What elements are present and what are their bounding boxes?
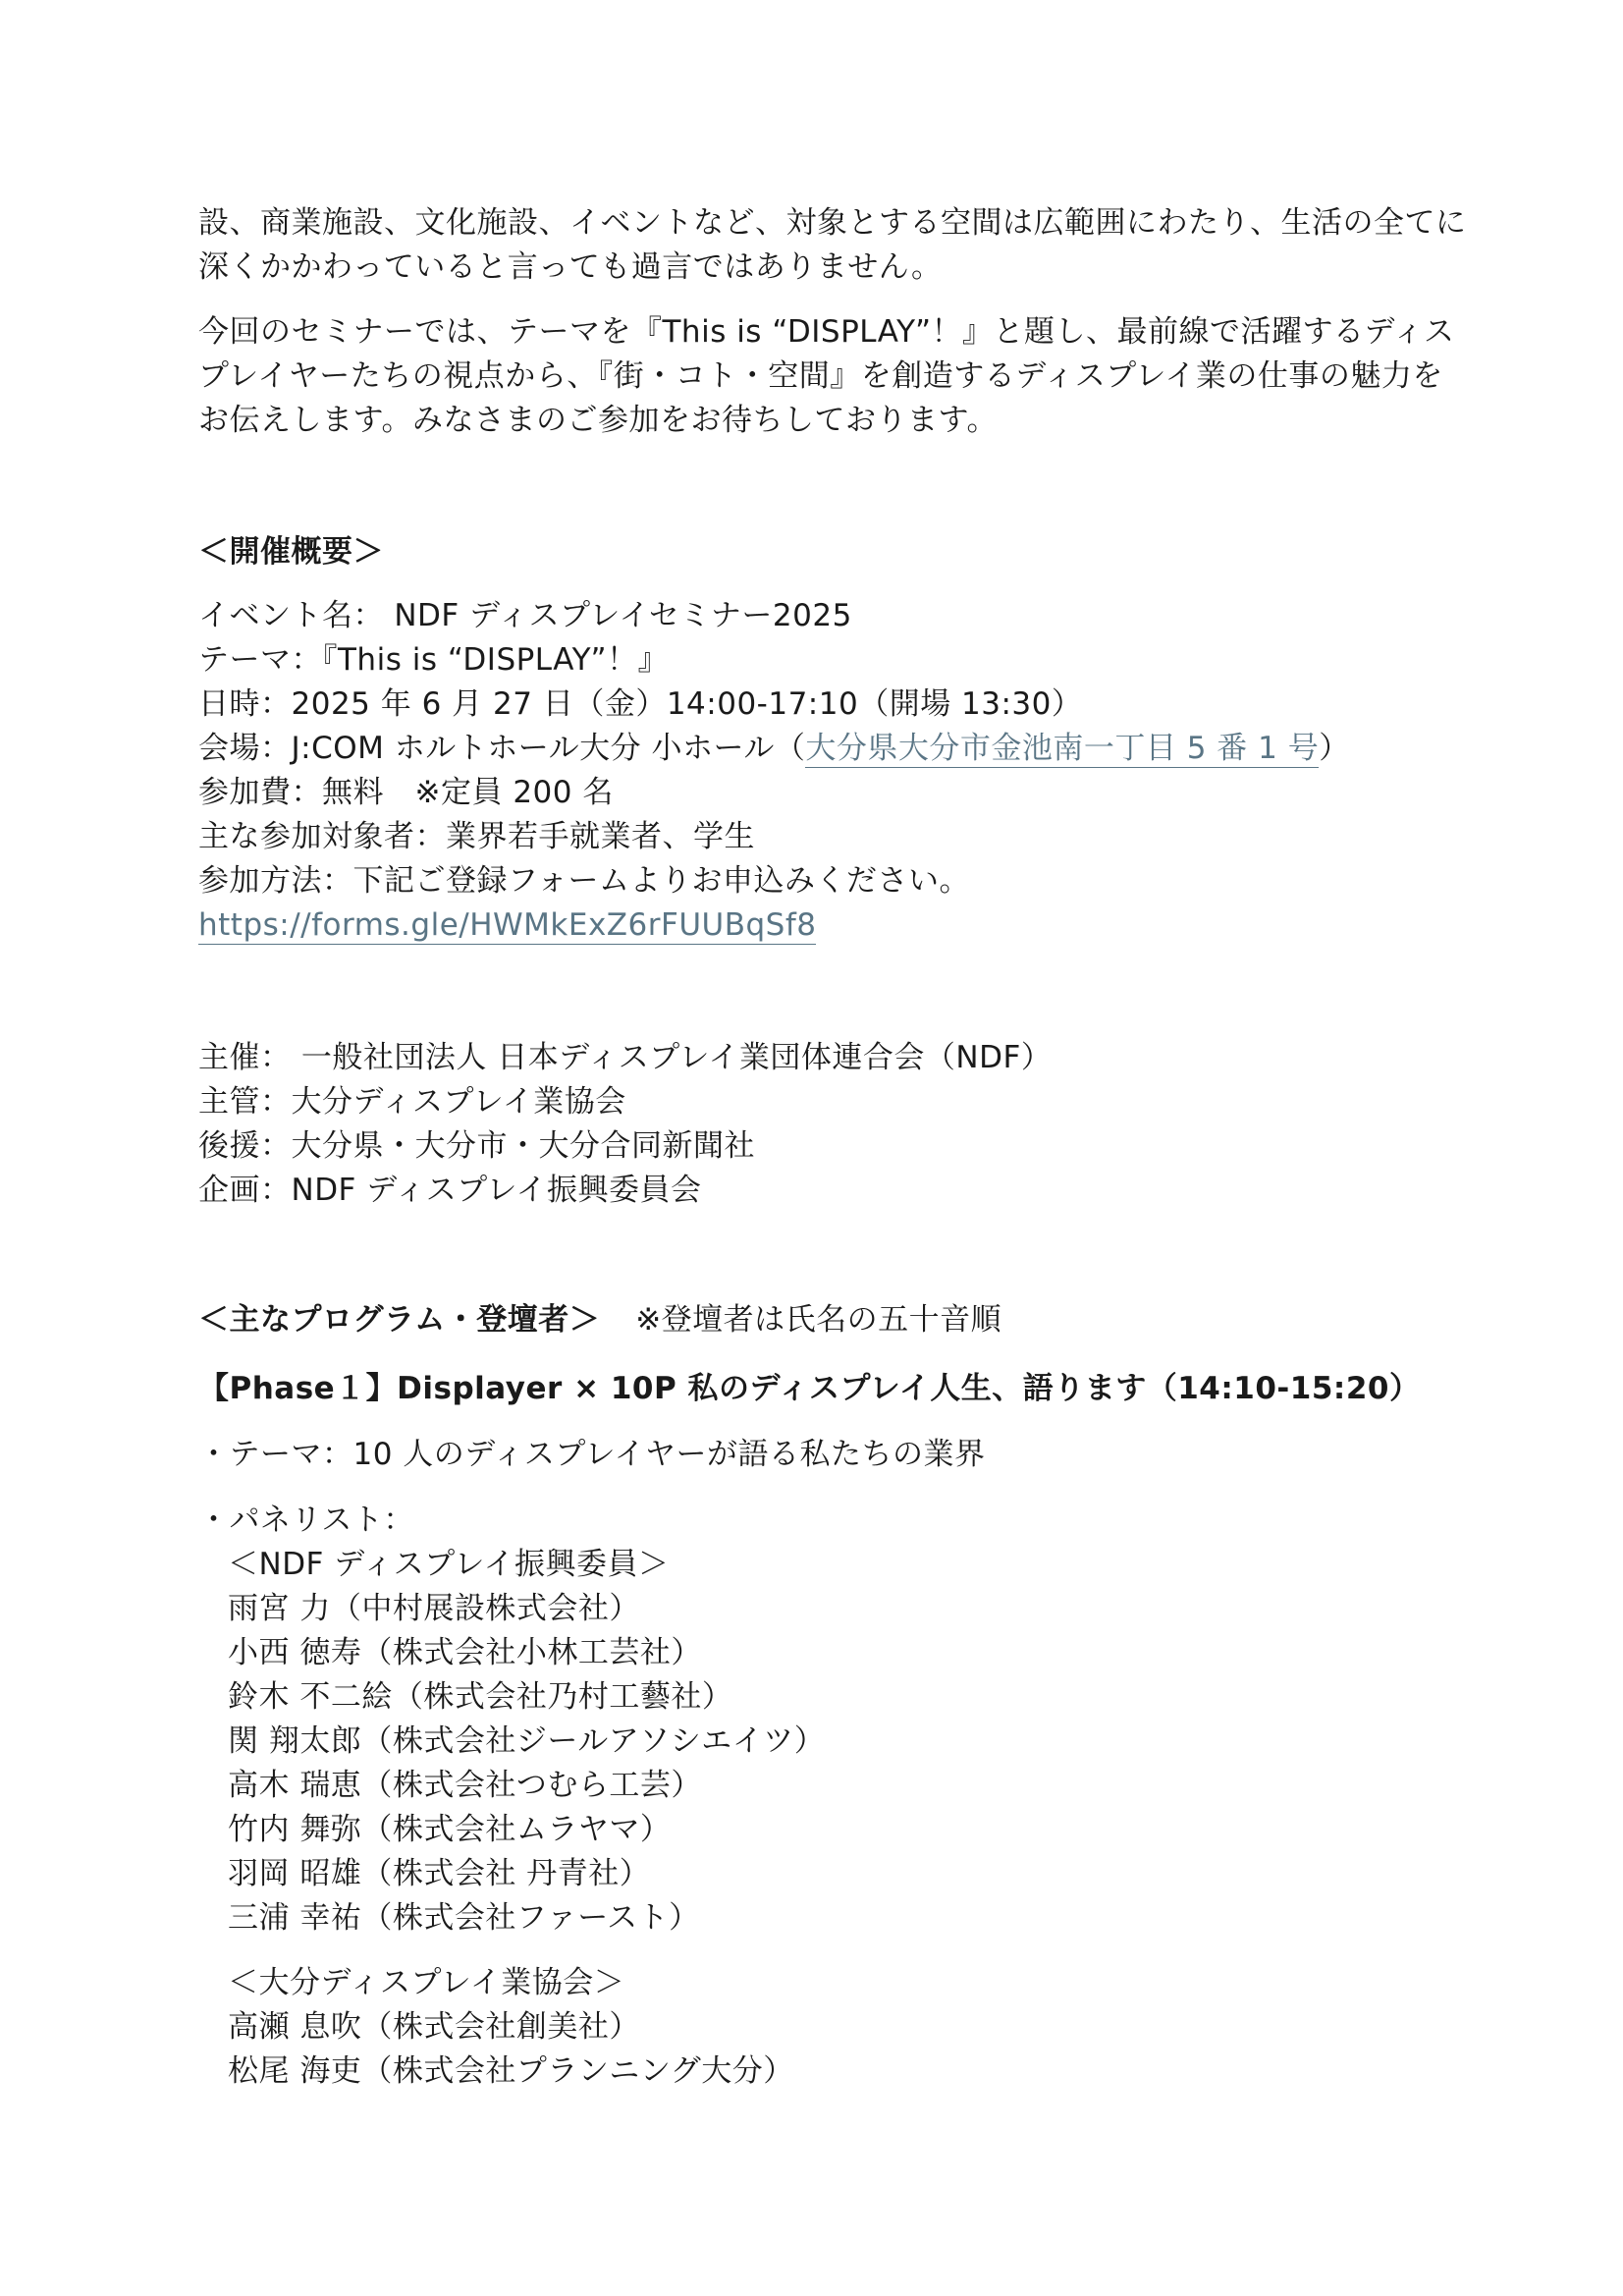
panelist-group-oita-label: ＜大分ディスプレイ業協会＞ [228, 1965, 625, 2000]
venue-prefix: 会場：J:COM ホルトホール大分 小ホール（ [198, 731, 806, 766]
phase1-theme: ・テーマ：10 人のディスプレイヤーが語る私たちの業界 [198, 1437, 986, 1472]
overview-theme: テーマ：『This is “DISPLAY”！』 [198, 642, 670, 678]
panelist-item: 羽岡 昭雄（株式会社 丹青社） [228, 1856, 651, 1891]
intro-paragraph-2-line-3: お伝えします。みなさまのご参加をお待ちしております。 [198, 403, 999, 438]
phase1-title: 【Phase１】Displayer × 10P 私のディスプレイ人生、語ります（14:10-15:20） [198, 1371, 1421, 1406]
overview-method: 参加方法：下記ご登録フォームよりお申込みください。 [198, 863, 970, 899]
form-url-link[interactable]: https://forms.gle/HWMkExZ6rFUUBqSf8 [198, 907, 817, 943]
organizer-host: 主催： 一般社団法人 日本ディスプレイ業団体連合会（NDF） [198, 1040, 1053, 1075]
intro-paragraph-2-line-1: 今回のセミナーでは、テーマを『This is “DISPLAY”！』と題し、最前線で活躍するディス [198, 314, 1455, 350]
panelist-item: 鈴木 不二絵（株式会社乃村工藝社） [228, 1679, 733, 1715]
intro-paragraph-2-line-2: プレイヤーたちの視点から、『街・コト・空間』を創造するディスプレイ業の仕事の魅力を [198, 358, 1443, 394]
program-heading-row [198, 1298, 1001, 1341]
overview-form-url-row [198, 903, 816, 947]
program-heading: ＜主なプログラム・登壇者＞ [198, 1302, 601, 1338]
organizer-planning: 企画：NDF ディスプレイ振興委員会 [198, 1173, 702, 1208]
overview-heading: ＜開催概要＞ [198, 534, 384, 570]
program-note: ※登壇者は氏名の五十音順 [635, 1302, 1002, 1338]
panelist-item: 高瀬 息吹（株式会社創美社） [228, 2009, 640, 2045]
intro-paragraph-1-line-2: 深くかかわっていると言っても過言ではありません。 [198, 249, 943, 285]
overview-venue [198, 727, 1350, 770]
panelist-group-ndf-label: ＜NDF ディスプレイ振興委員＞ [228, 1547, 670, 1582]
overview-target: 主な参加対象者：業界若手就業者、学生 [198, 819, 755, 854]
panelist-item: 高木 瑞恵（株式会社つむら工芸） [228, 1768, 702, 1803]
panelists-label: ・パネリスト： [198, 1503, 414, 1538]
panelist-item: 小西 徳寿（株式会社小林工芸社） [228, 1635, 702, 1670]
intro-paragraph-1-line-1: 設、商業施設、文化施設、イベントなど、対象とする空間は広範囲にわたり、生活の全てに [198, 205, 1467, 241]
venue-suffix: ） [1319, 731, 1350, 766]
organizer-support: 後援：大分県・大分市・大分合同新聞社 [198, 1128, 755, 1164]
overview-datetime: 日時：2025 年 6 月 27 日（金）14:00-17:10（開場 13:30） [198, 686, 1083, 722]
panelist-item: 関 翔太郎（株式会社ジールアソシエイツ） [228, 1723, 826, 1759]
panelist-item: 松尾 海吏（株式会社プランニング大分） [228, 2053, 794, 2089]
panelist-item: 雨宮 力（中村展設株式会社） [228, 1591, 640, 1626]
organizer-management: 主管：大分ディスプレイ業協会 [198, 1084, 626, 1120]
venue-address-link[interactable]: 大分県大分市金池南一丁目 5 番 1 号 [805, 731, 1320, 766]
overview-event-name: イベント名： NDF ディスプレイセミナー2025 [198, 598, 852, 633]
panelist-item: 竹内 舞弥（株式会社ムラヤマ） [228, 1812, 672, 1847]
panelist-item: 三浦 幸祐（株式会社ファースト） [228, 1900, 700, 1936]
overview-fee: 参加費：無料 ※定員 200 名 [198, 775, 614, 810]
